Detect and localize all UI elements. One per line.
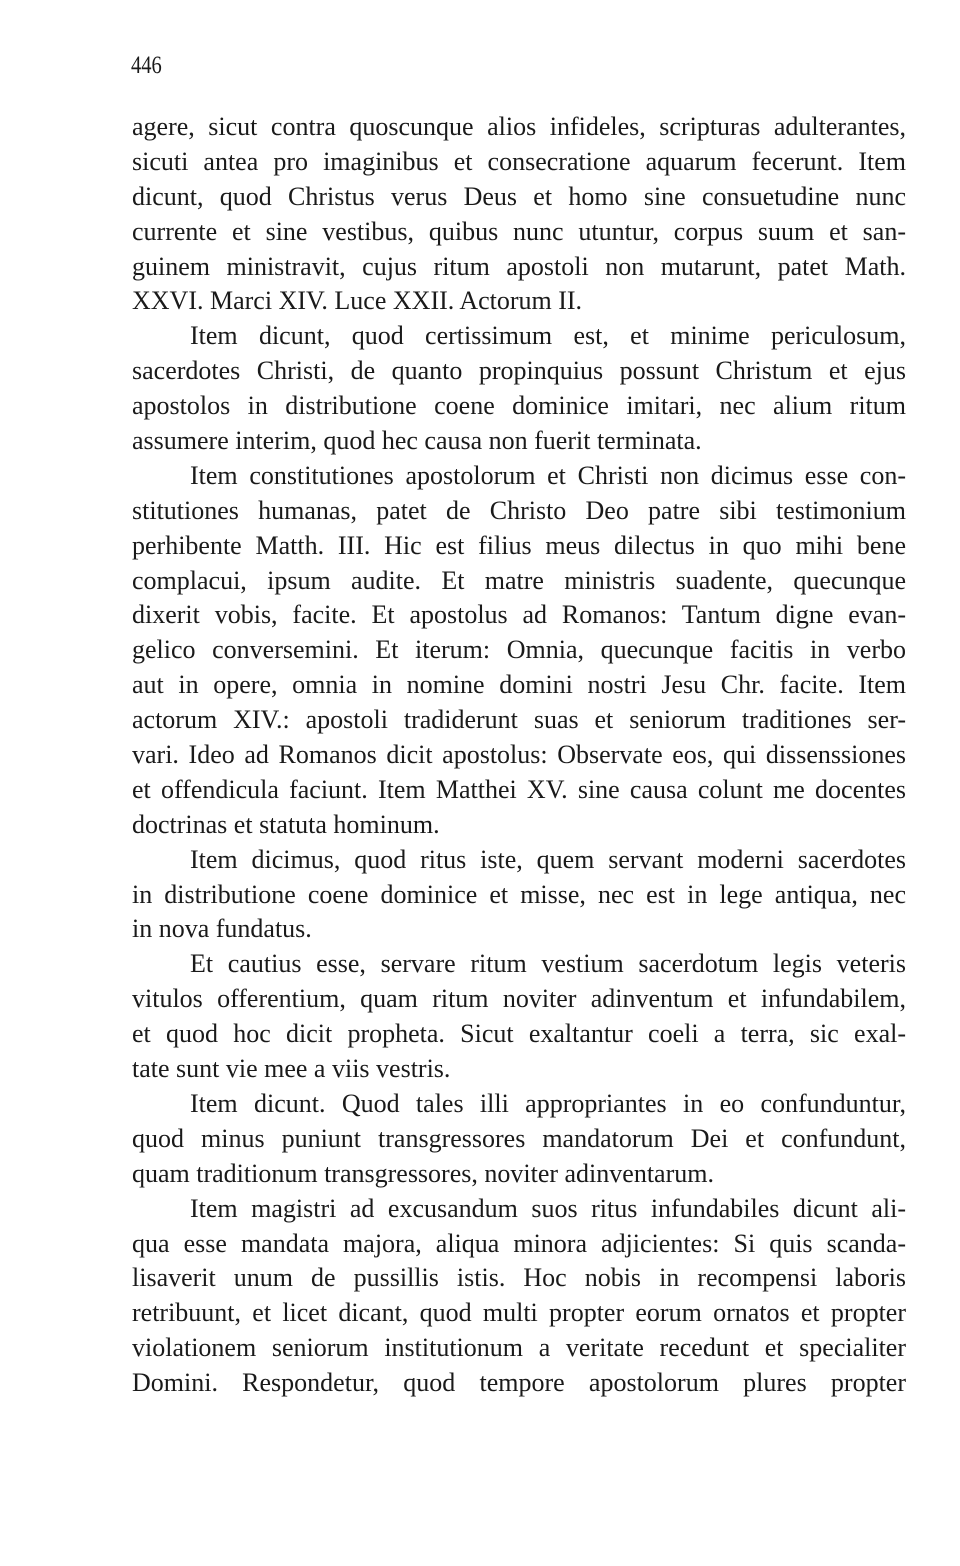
text-line xyxy=(132,598,906,633)
text-line xyxy=(132,564,906,599)
text-line xyxy=(132,215,906,250)
text-line-content: apostolos in distributione coene dominice imitari, nec alium ritum xyxy=(132,391,906,421)
text-line-content: stitutiones humanas, patet de Christo Deo patre sibi testimonium xyxy=(132,495,906,525)
text-line xyxy=(132,738,906,773)
text-line-content: Item dicimus, quod ritus iste, quem servant moderni sacerdotes xyxy=(190,844,906,874)
text-line xyxy=(132,389,906,424)
text-line-content: dixerit vobis, facite. Et apostolus ad Romanos: Tantum digne evan- xyxy=(132,600,906,630)
text-line-content: Item dicunt, quod certissimum est, et minime periculosum, xyxy=(190,321,906,351)
text-line-content: violationem seniorum institutionum a veritate recedunt et specialiter xyxy=(132,1333,906,1363)
text-line xyxy=(132,424,906,459)
text-line-content: aut in opere, omnia in nomine domini nostri Jesu Chr. facite. Item xyxy=(132,670,906,700)
text-line xyxy=(132,808,906,843)
text-line-content: guinem ministravit, cujus ritum apostoli non mutarunt, patet Math. xyxy=(132,251,906,281)
text-line xyxy=(132,1017,906,1052)
text-line xyxy=(132,459,906,494)
paragraph xyxy=(132,947,906,1087)
text-line xyxy=(132,947,906,982)
paragraph xyxy=(132,459,906,843)
text-line-content: qua esse mandata majora, aliqua minora adjicientes: Si quis scanda- xyxy=(132,1228,906,1258)
text-line xyxy=(132,1296,906,1331)
text-line xyxy=(132,494,906,529)
text-line xyxy=(132,529,906,564)
text-line-content: et offendicula faciunt. Item Matthei XV. sine causa colunt me docentes xyxy=(132,774,906,804)
text-line-content: quam traditionum transgressores, noviter adinventarum. xyxy=(132,1158,714,1188)
text-line xyxy=(132,145,906,180)
body-text xyxy=(132,110,906,1401)
paragraph xyxy=(132,110,906,319)
text-line xyxy=(132,843,906,878)
text-line xyxy=(132,633,906,668)
paragraph xyxy=(132,1087,906,1192)
text-line xyxy=(132,1157,906,1192)
text-line xyxy=(132,773,906,808)
text-line xyxy=(132,1052,906,1087)
text-line-content: agere, sicut contra quoscunque alios infideles, scripturas adulterantes, xyxy=(132,112,906,141)
text-line-content: currente et sine vestibus, quibus nunc utuntur, corpus suum et san- xyxy=(132,216,906,246)
text-line-content: vari. Ideo ad Romanos dicit apostolus: Observate eos, qui dissenssiones xyxy=(132,740,906,770)
text-line xyxy=(132,250,906,285)
text-line-content: assumere interim, quod hec causa non fuerit terminata. xyxy=(132,426,702,456)
text-line xyxy=(132,1331,906,1366)
page-number: 446 xyxy=(131,52,162,79)
text-line-content: gelico conversemini. Et iterum: Omnia, quecunque facitis in verbo xyxy=(132,635,906,665)
text-line-content: dicunt, quod Christus verus Deus et homo sine consuetudine nunc xyxy=(132,181,906,211)
text-line-content: actorum XIV.: apostoli tradiderunt suas et seniorum traditiones ser- xyxy=(132,705,906,735)
text-line-content: in distributione coene dominice et misse, nec est in lege antiqua, nec xyxy=(132,879,906,909)
text-line-content: perhibente Matth. III. Hic est filius meus dilectus in quo mihi bene xyxy=(132,530,906,560)
text-line xyxy=(132,1261,906,1296)
text-line xyxy=(132,110,906,145)
text-line-content: tate sunt vie mee a viis vestris. xyxy=(132,1054,451,1084)
paragraph xyxy=(132,1192,906,1401)
text-line-content: doctrinas et statuta hominum. xyxy=(132,809,440,839)
text-line-content: retribuunt, et licet dicant, quod multi propter eorum ornatos et propter xyxy=(132,1298,906,1328)
text-line-content: sacerdotes Christi, de quanto propinquius possunt Christum et ejus xyxy=(132,356,906,386)
text-line-content: in nova fundatus. xyxy=(132,914,312,944)
text-line-content: lisaverit unum de pussillis istis. Hoc nobis in recompensi laboris xyxy=(132,1263,906,1293)
text-line xyxy=(132,354,906,389)
text-line xyxy=(132,180,906,215)
text-line xyxy=(132,1366,906,1401)
text-line xyxy=(132,703,906,738)
text-line xyxy=(132,878,906,913)
text-line-content: Item constitutiones apostolorum et Christi non dicimus esse con- xyxy=(190,460,906,490)
text-line xyxy=(132,1227,906,1262)
text-line xyxy=(132,668,906,703)
paragraph xyxy=(132,843,906,948)
text-line xyxy=(132,912,906,947)
text-line-content: quod minus puniunt transgressores mandatorum Dei et confundunt, xyxy=(132,1123,906,1153)
text-line-content: XXVI. Marci XIV. Luce XXII. Actorum II. xyxy=(132,286,583,316)
text-line xyxy=(132,284,906,319)
text-line-content: vitulos offerentium, quam ritum noviter adinventum et infundabilem, xyxy=(132,984,906,1014)
text-line-content: Domini. Respondetur, quod tempore apostolorum plures propter xyxy=(132,1368,906,1398)
paragraph xyxy=(132,319,906,459)
text-line xyxy=(132,319,906,354)
text-line-content: Item magistri ad excusandum suos ritus infundabiles dicunt ali- xyxy=(190,1193,906,1223)
text-line-content: sicuti antea pro imaginibus et consecratione aquarum fecerunt. Item xyxy=(132,146,906,176)
text-line-content: et quod hoc dicit propheta. Sicut exaltantur coeli a terra, sic exal- xyxy=(132,1019,906,1049)
text-line-content: Item dicunt. Quod tales illi appropriantes in eo confunduntur, xyxy=(190,1088,906,1118)
text-line xyxy=(132,1087,906,1122)
text-line xyxy=(132,1122,906,1157)
text-line xyxy=(132,1192,906,1227)
text-line-content: complacui, ipsum audite. Et matre ministris suadente, quecunque xyxy=(132,565,906,595)
text-line xyxy=(132,982,906,1017)
text-line-content: Et cautius esse, servare ritum vestium sacerdotum legis veteris xyxy=(190,949,906,979)
